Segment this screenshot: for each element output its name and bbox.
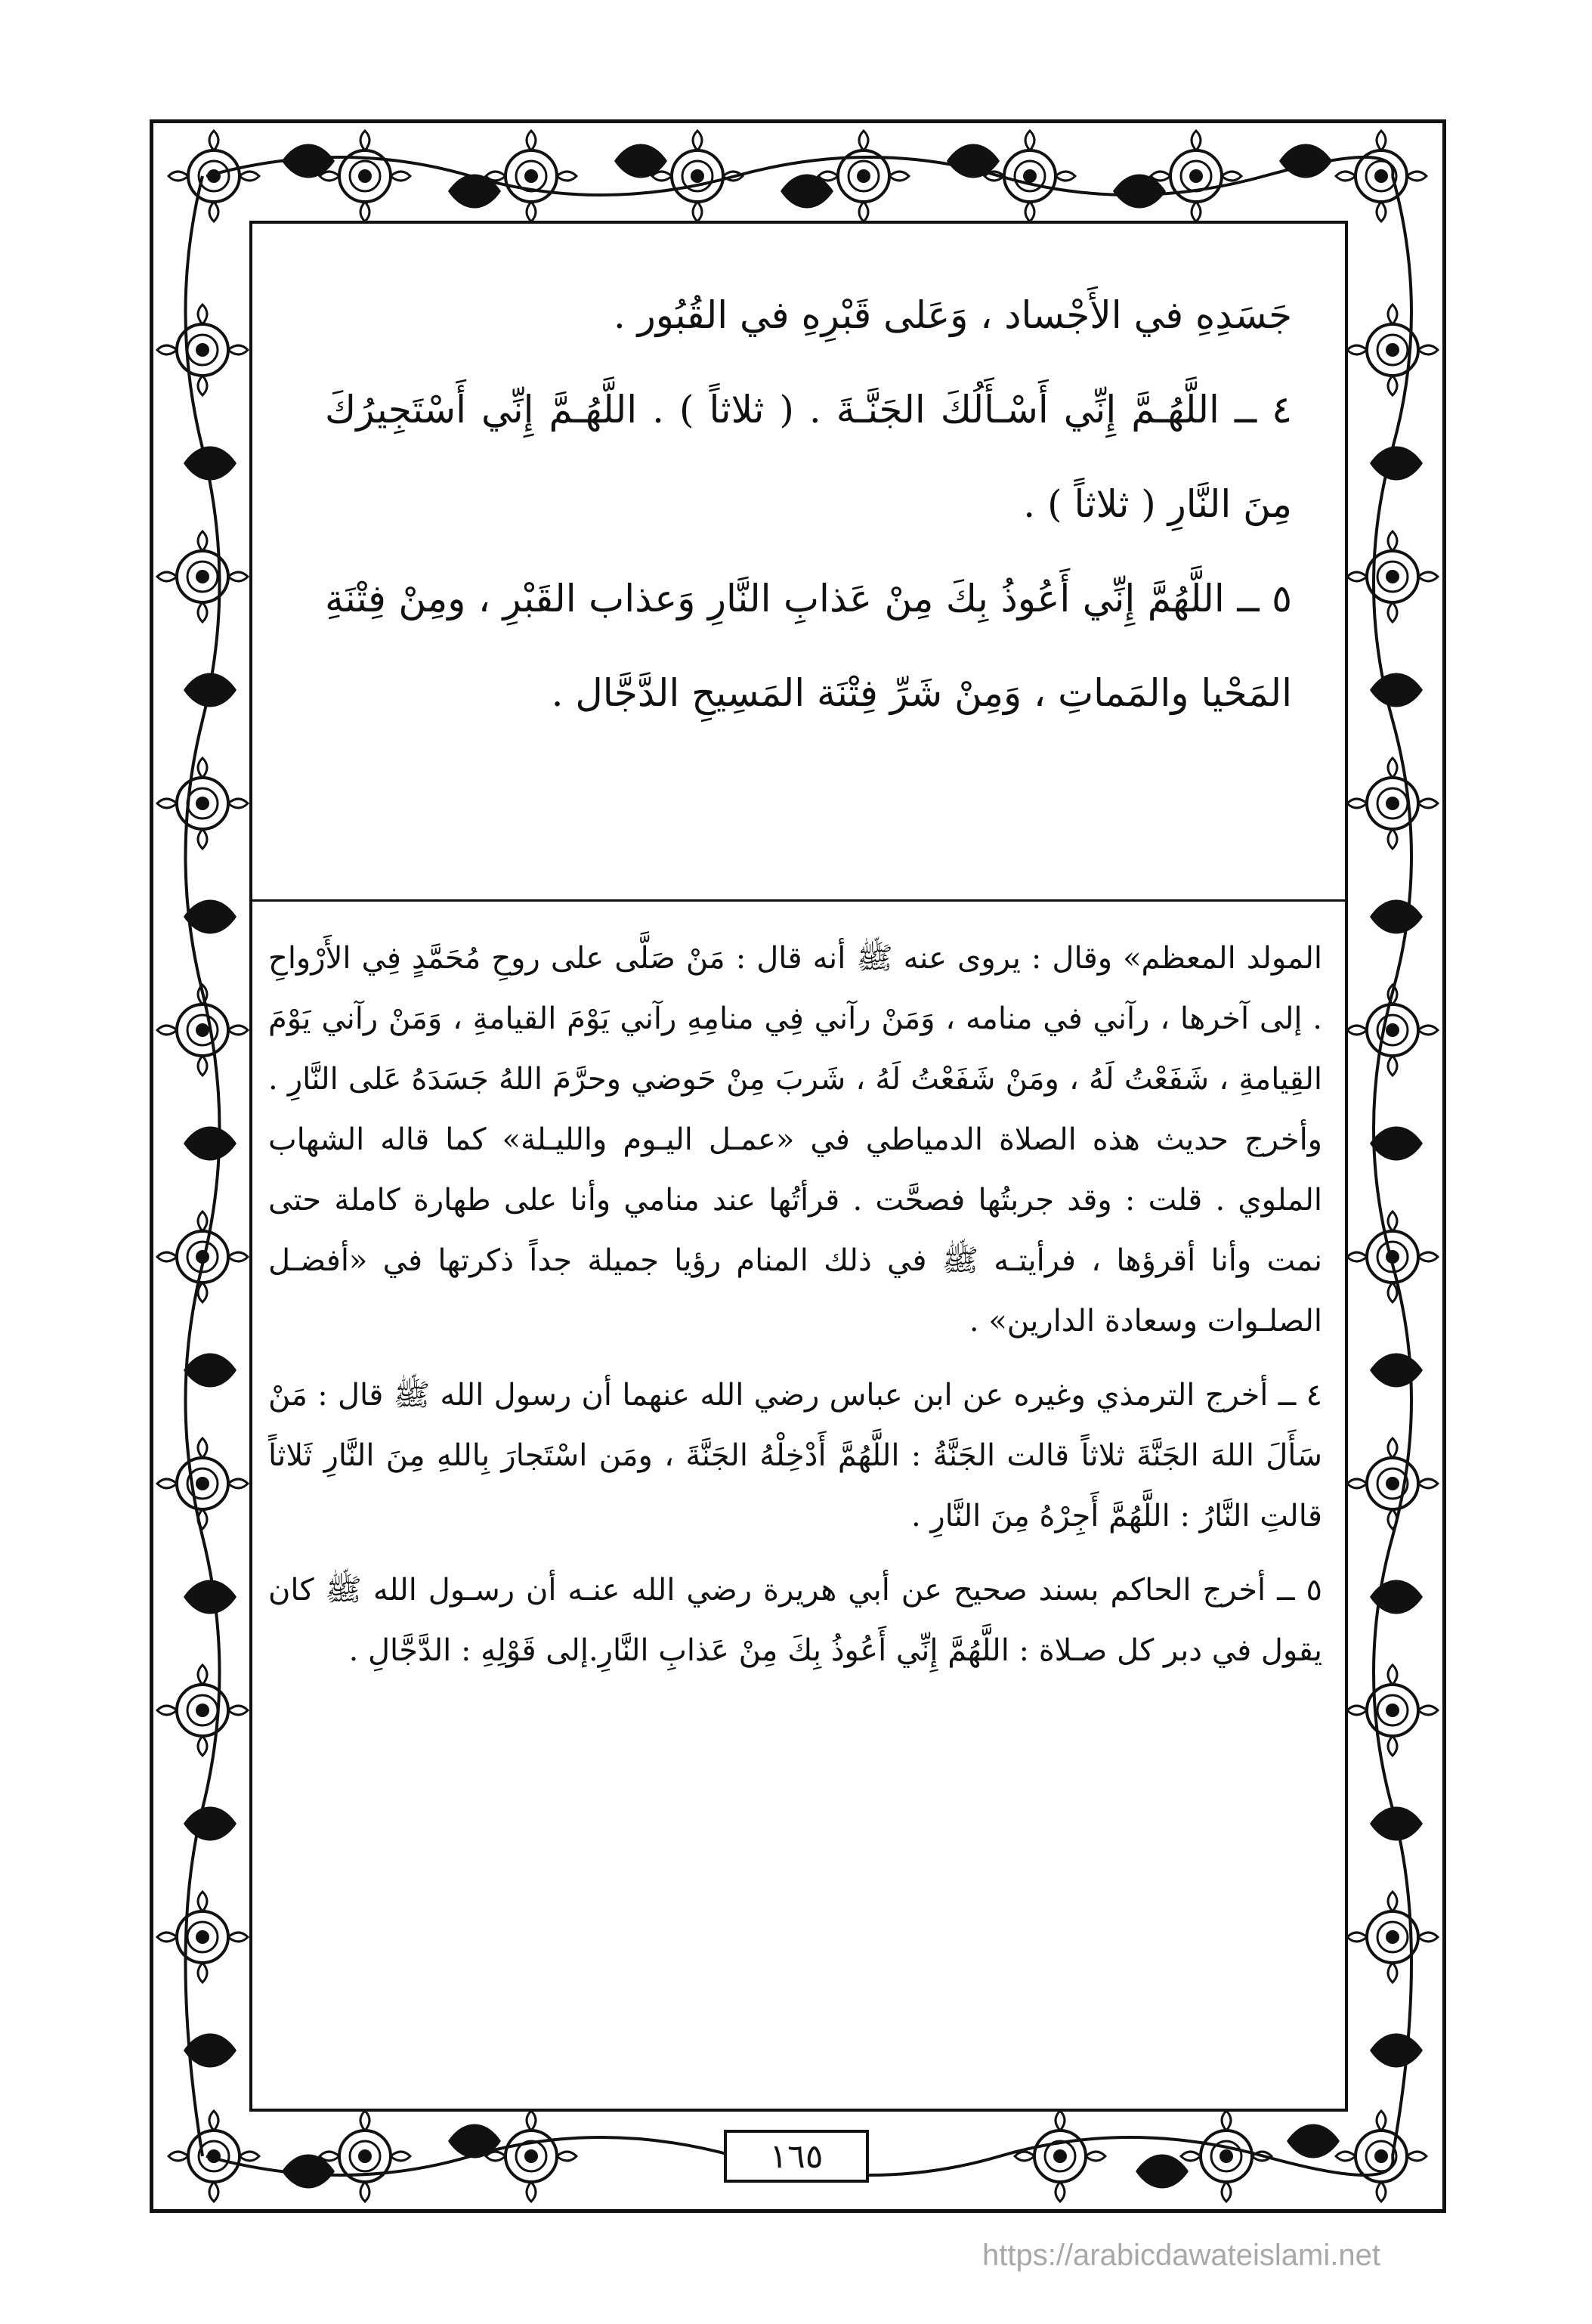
lower-paragraph-1: المولد المعظم» وقال : يروى عنه ﷺ أنه قال : مَنْ صَلَّى على روحِ مُحَمَّدٍ فِي الأَرْواحِ . إلى آخرها ، رآني في منامه ، وَمَنْ رآني فِي منامِهِ رآني يَوْمَ القيامةِ ، وَمَنْ رآني يَوْمَ القِيامةِ ، شَفَعْتُ لَهُ ، ومَنْ شَفَعْتُ لَهُ ، شَربَ مِنْ حَوضي وحرَّمَ اللهُ جَسَدَهُ عَلى النَّارِ . وأخرج حديث هذه الصلاة الدمياطي في «عمـل اليـوم والليـلة» كما قاله الشهاب الملوي . قلت : وقد جربتُها فصحَّت . قرأتُها عند منامي وأنا على طهارة كاملة حتى نمت وأنا أقرؤها ، فرأيتـه ﷺ في ذلك المنام رؤيا جميلة جداً ذكرتها في «أفضـل الصلـوات وسعادة الدارين» . [268, 941, 1322, 1338]
upper-paragraph-1: جَسَدِهِ في الأَجْساد ، وَعَلى قَبْرِهِ في القُبُور . [613, 293, 1292, 337]
upper-supplication-text [325, 268, 1292, 741]
watermark-url: https://arabicdawateislami.net [982, 2239, 1380, 2272]
page-number: ١٦٥ [724, 2130, 869, 2183]
lower-paragraph-3: ٥ ــ أخرج الحاكم بسند صحيح عن أبي هريرة رضي الله عنـه أن رسـول الله ﷺ كان يقول في دبر كل صـلاة : اللَّهُمَّ إِنِّي أَعُوذُ بِكَ مِنْ عَذابِ النَّارِ.إلى قَوْلِهِ : الدَّجَّالِ . [268, 1573, 1322, 1668]
lower-commentary-text [268, 928, 1322, 1681]
section-divider [249, 899, 1348, 902]
upper-paragraph-3: ٥ ــ اللَّهُمَّ إِنِّي أَعُوذُ بِكَ مِنْ عَذابِ النَّارِ وَعذاب القَبْرِ ، ومِنْ فِتْنَةِ المَحْيا والمَماتِ ، وَمِنْ شَرِّ فِتْنَة المَسِيحِ الدَّجَّال . [325, 577, 1292, 715]
lower-paragraph-2: ٤ ــ أخرج الترمذي وغيره عن ابن عباس رضي الله عنهما أن رسول الله ﷺ قال : مَنْ سَأَلَ اللهَ الجَنَّةَ ثلاثاً قالت الجَنَّةُ : اللَّهُمَّ أَدْخِلْهُ الجَنَّةَ ، ومَن اسْتَجارَ بِاللهِ مِنَ النَّارِ ثَلاثاً قالتِ النَّارُ : اللَّهُمَّ أَجِرْهُ مِنَ النَّارِ . [268, 1378, 1322, 1533]
upper-paragraph-2: ٤ ــ اللَّهُـمَّ إِنِّي أَسْـأَلُكَ الجَنَّـةَ . ( ثلاثاً ) . اللَّهُـمَّ إِنِّي أَسْتَجِيرُكَ مِنَ النَّارِ ( ثلاثاً ) . [325, 388, 1292, 526]
